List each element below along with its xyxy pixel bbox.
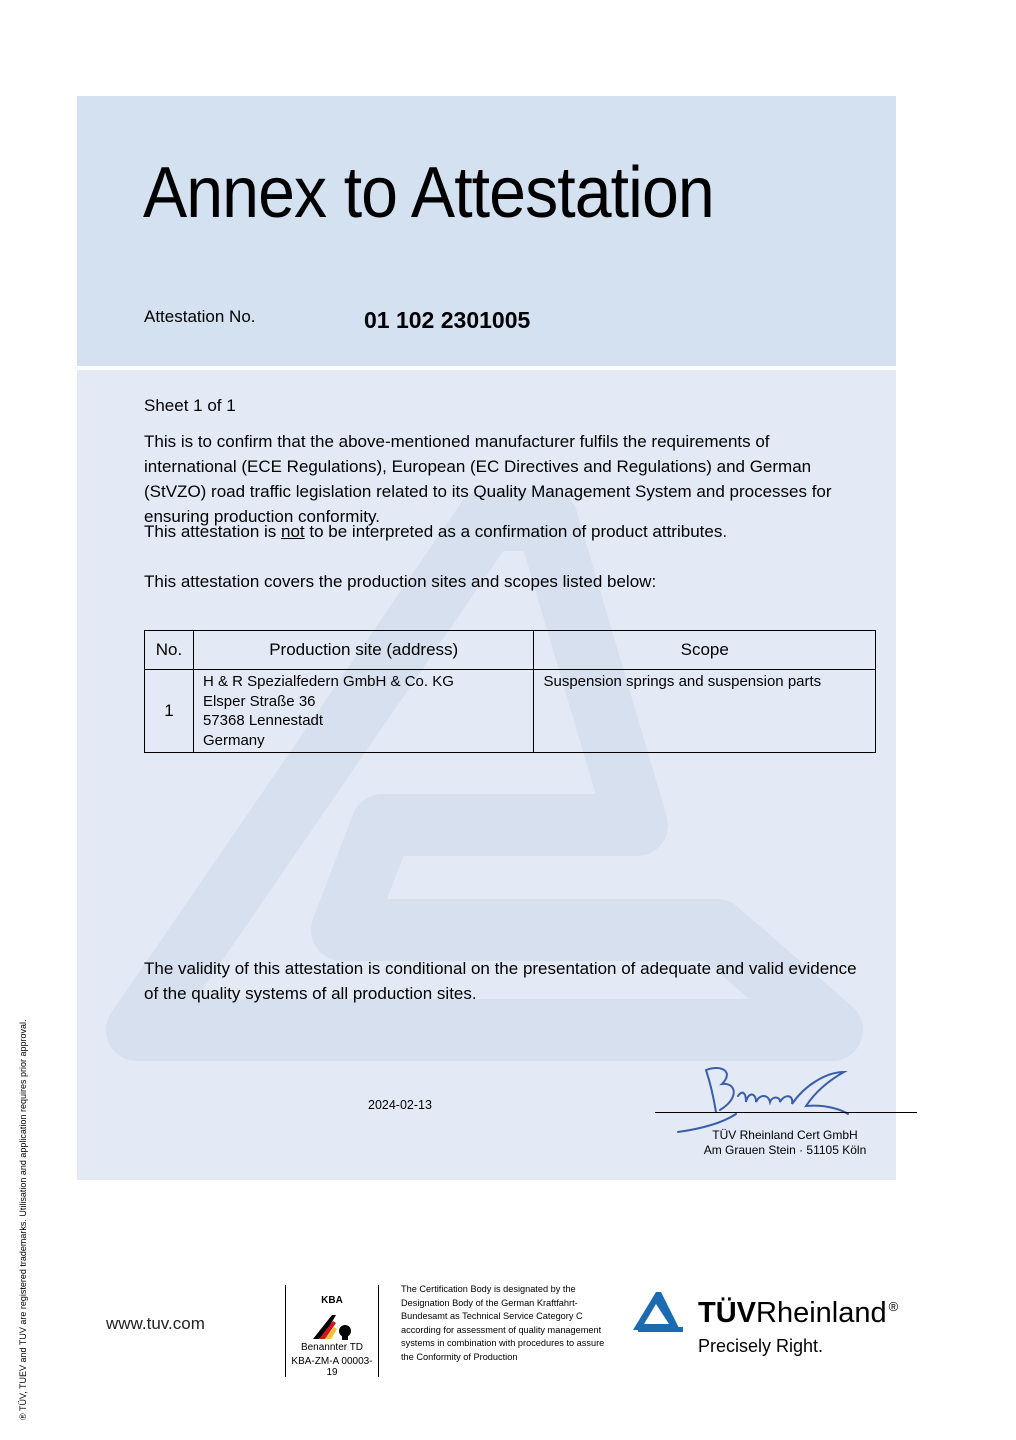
not-product-attributes-paragraph (144, 519, 864, 544)
website-link[interactable]: www.tuv.com (106, 1314, 205, 1333)
issue-date: 2024-02-13 (368, 1098, 432, 1112)
brand-regular: Rheinland (756, 1297, 887, 1329)
site-country: Germany (202, 731, 265, 749)
tuv-triangle-logo-icon (628, 1286, 686, 1336)
table-header-row (145, 631, 876, 670)
brand-bold: TÜV (698, 1297, 756, 1329)
kba-badge (285, 1285, 379, 1377)
issuer-block (690, 1128, 880, 1158)
sheet-indicator: Sheet 1 of 1 (144, 396, 236, 415)
column-header-scope: Scope (534, 631, 876, 670)
tuv-tagline: Precisely Right. (698, 1336, 824, 1356)
validity-paragraph: The validity of this attestation is conditional on the presentation of adequate and valid evidence of the quality systems of all production sites. (144, 959, 857, 1003)
paragraph-text: This attestation is (144, 522, 282, 541)
kba-line-benannter: Benannter TD (300, 1342, 364, 1353)
site-company: H & R Spezialfedern GmbH & Co. KG (202, 673, 454, 690)
kba-emblem-icon (310, 1309, 356, 1341)
site-street: Elsper Straße 36 (202, 692, 316, 710)
designation-note: The Certification Body is designated by the Designation Body of the German Kraftfahrt-Bundesamt as Technical Service Category C according for assessment of quality management systems in combination with procedures to assure the Conformity of Production (401, 1284, 605, 1362)
site-city: 57368 Lennestadt (202, 712, 324, 729)
attestation-number: 01 102 2301005 (364, 307, 531, 333)
tuv-brand-name (698, 1297, 898, 1330)
row-number: 1 (145, 670, 194, 753)
trademark-side-note: ® TÜV, TUEV and TUV are registered trademarks. Utilisation and application requires prior approval. (18, 1019, 28, 1420)
issuer-address: Am Grauen Stein · 51105 Köln (703, 1143, 867, 1157)
coverage-paragraph: This attestation covers the production sites and scopes listed below: (144, 572, 657, 591)
table-row (145, 670, 876, 753)
kba-line-reference: KBA-ZM-A 00003-19 (291, 1356, 373, 1378)
column-header-no: No. (145, 631, 194, 670)
kba-title: KBA (321, 1295, 343, 1306)
document-title: Annex to Attestation (143, 153, 714, 233)
paragraph-text: to be interpreted as a confirmation of product attributes. (304, 522, 728, 541)
attestation-number-label: Attestation No. (144, 307, 256, 326)
column-header-site: Production site (address) (193, 631, 534, 670)
production-site-address (193, 670, 534, 753)
issuer-name: TÜV Rheinland Cert GmbH (712, 1128, 858, 1142)
underlined-not: not (281, 522, 305, 541)
confirmation-paragraph: This is to confirm that the above-mentioned manufacturer fulfils the requirements of international (ECE Regulations), European (EC Directives and Regulations) and German (StVZO) road traffic legislation related to its Quality Management System and processes for ensuring production conformity. (144, 432, 832, 526)
production-sites-table (144, 630, 876, 753)
registered-mark: ® (888, 1299, 899, 1314)
scope-cell: Suspension springs and suspension parts (534, 670, 876, 753)
signature-line (655, 1112, 917, 1113)
